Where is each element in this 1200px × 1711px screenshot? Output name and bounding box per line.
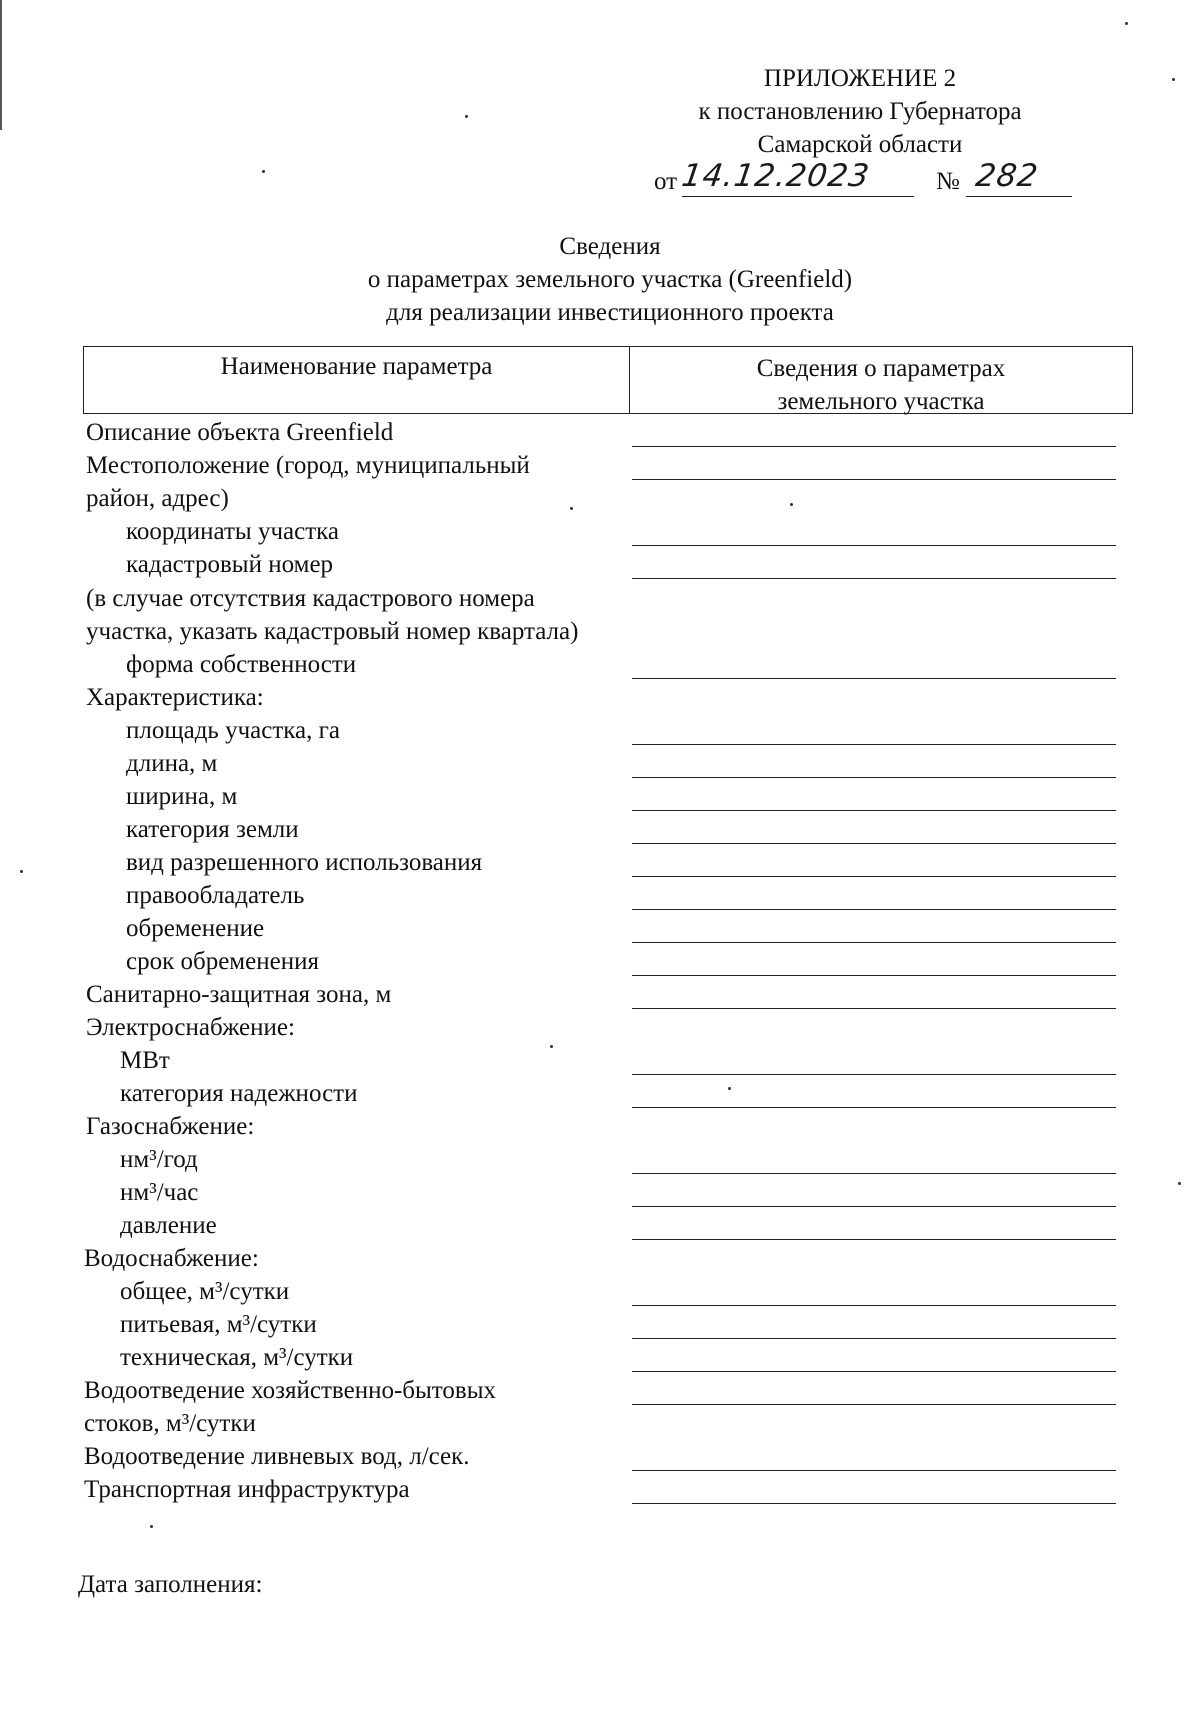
parameter-label: Местоположение (город, муниципальный [86,452,530,479]
fill-in-line [632,1470,1116,1471]
fill-in-line [632,909,1116,910]
parameter-row [0,1077,1200,1110]
column-header-parameter [84,347,630,413]
parameter-label: питьевая, м³/сутки [120,1311,317,1338]
appendix-number: ПРИЛОЖЕНИЕ 2 [763,65,957,92]
fill-in-line [632,1503,1116,1504]
parameter-label: нм³/год [120,1146,198,1173]
parameter-row [0,1176,1200,1209]
fill-in-line [632,678,1116,679]
parameter-row [0,714,1200,747]
parameter-label: категория земли [126,816,299,843]
parameter-row [0,615,1200,648]
scan-speck [728,1087,731,1090]
scan-speck [262,170,265,173]
fill-in-line [632,545,1116,546]
fill-in-line [632,777,1116,778]
handwritten-date: 14.12.2023 [679,158,873,194]
fill-in-line [632,1404,1116,1405]
parameter-label: площадь участка, га [126,717,340,744]
fill-in-line [632,479,1116,480]
parameter-row [0,879,1200,912]
parameter-label: Электроснабжение: [86,1014,295,1041]
parameter-label: давление [120,1212,217,1239]
scan-speck [570,507,573,510]
date-underline [682,196,914,197]
fill-in-line [632,446,1116,447]
parameter-row [0,813,1200,846]
fill-in-line [632,942,1116,943]
parameter-row [0,1044,1200,1077]
table-header [83,346,1133,414]
scan-edge-mark [0,0,2,130]
parameter-label: длина, м [126,750,218,777]
date-prefix: от [654,168,678,195]
appendix-region-line: Самарской области [757,131,963,158]
title-line-1: Сведения [559,233,661,260]
appendix-header [640,62,1080,161]
column-header-info-line-1: Сведения о параметрах [756,355,1006,382]
parameter-row [0,1407,1200,1440]
parameter-label: правообладатель [126,882,305,909]
appendix-decree-line: к постановлению Губернатора [698,98,1022,125]
parameter-row [0,1110,1200,1143]
parameter-label: Характеристика: [86,684,264,711]
parameter-label: кадастровый номер [126,551,334,578]
parameter-label: Водоснабжение: [84,1245,259,1272]
parameter-row [0,449,1200,482]
parameter-label: нм³/час [120,1179,199,1206]
scan-speck [1172,78,1175,81]
parameter-row [0,978,1200,1011]
parameter-label: Транспортная инфраструктура [84,1476,410,1503]
fill-in-line [632,843,1116,844]
fill-date-label: Дата заполнения: [78,1571,263,1598]
parameter-row [0,1374,1200,1407]
parameter-row [0,1275,1200,1308]
parameter-label: координаты участка [126,518,340,545]
number-prefix: № [936,168,960,195]
parameter-row [0,747,1200,780]
parameter-label: срок обременения [126,948,319,975]
fill-in-line [632,578,1116,579]
scan-speck [790,503,793,506]
fill-in-line [632,1173,1116,1174]
parameter-label: Санитарно-защитная зона, м [86,981,392,1008]
parameter-label: стоков, м³/сутки [84,1410,256,1437]
parameter-row [0,1308,1200,1341]
parameter-label: район, адрес) [86,485,229,512]
parameter-label: (в случае отсутствия кадастрового номера [86,585,535,612]
fill-in-line [632,876,1116,877]
parameter-label: обременение [126,915,265,942]
parameter-row [0,1440,1200,1473]
column-header-info [630,347,1132,413]
parameter-row [0,1209,1200,1242]
fill-in-line [632,1008,1116,1009]
decree-date-line [654,158,1084,202]
scan-speck [20,870,23,873]
parameter-label: Водоотведение хозяйственно-бытовых [84,1377,496,1404]
parameter-row [0,912,1200,945]
scan-speck [150,1525,153,1528]
parameter-row [0,1143,1200,1176]
parameter-row [0,846,1200,879]
parameter-row [0,548,1200,581]
scan-speck [1178,1182,1181,1185]
parameter-label: ширина, м [126,783,238,810]
document-title [200,230,1020,329]
fill-in-line [632,1239,1116,1240]
title-line-2: о параметрах земельного участка (Greenfield) [367,266,853,293]
fill-in-line [632,975,1116,976]
parameter-row [0,1341,1200,1374]
fill-in-line [632,744,1116,745]
parameter-row [0,582,1200,615]
column-header-parameter-text: Наименование параметра [220,353,493,380]
parameter-row [0,1242,1200,1275]
parameter-row [0,681,1200,714]
scan-speck [465,115,468,118]
parameter-label: вид разрешенного использования [126,849,483,876]
scan-speck [550,1045,553,1048]
parameter-label: Водоотведение ливневых вод, л/сек. [84,1443,470,1470]
fill-in-line [632,1206,1116,1207]
parameter-row [0,1011,1200,1044]
parameter-label: техническая, м³/сутки [120,1344,354,1371]
fill-in-line [632,1107,1116,1108]
column-header-info-line-2: земельного участка [777,388,985,415]
fill-in-line [632,810,1116,811]
number-underline [966,196,1072,197]
parameter-row [0,1473,1200,1506]
parameter-label: участка, указать кадастровый номер квартала) [86,618,579,645]
parameter-row [0,648,1200,681]
parameter-label: категория надежности [120,1080,358,1107]
fill-in-line [632,1074,1116,1075]
parameter-row [0,945,1200,978]
fill-in-line [632,1338,1116,1339]
fill-in-line [632,1305,1116,1306]
parameter-row [0,515,1200,548]
parameter-label: общее, м³/сутки [120,1278,290,1305]
parameter-row [0,780,1200,813]
title-line-3: для реализации инвестиционного проекта [386,299,834,326]
parameter-label: Газоснабжение: [86,1113,255,1140]
handwritten-number: 282 [973,158,1041,194]
parameter-label: МВт [120,1047,170,1074]
scan-speck [1125,22,1128,25]
parameter-label: форма собственности [126,651,357,678]
parameter-row [0,482,1200,515]
parameter-row [0,416,1200,449]
parameter-label: Описание объекта Greenfield [86,419,394,446]
fill-in-line [632,1371,1116,1372]
